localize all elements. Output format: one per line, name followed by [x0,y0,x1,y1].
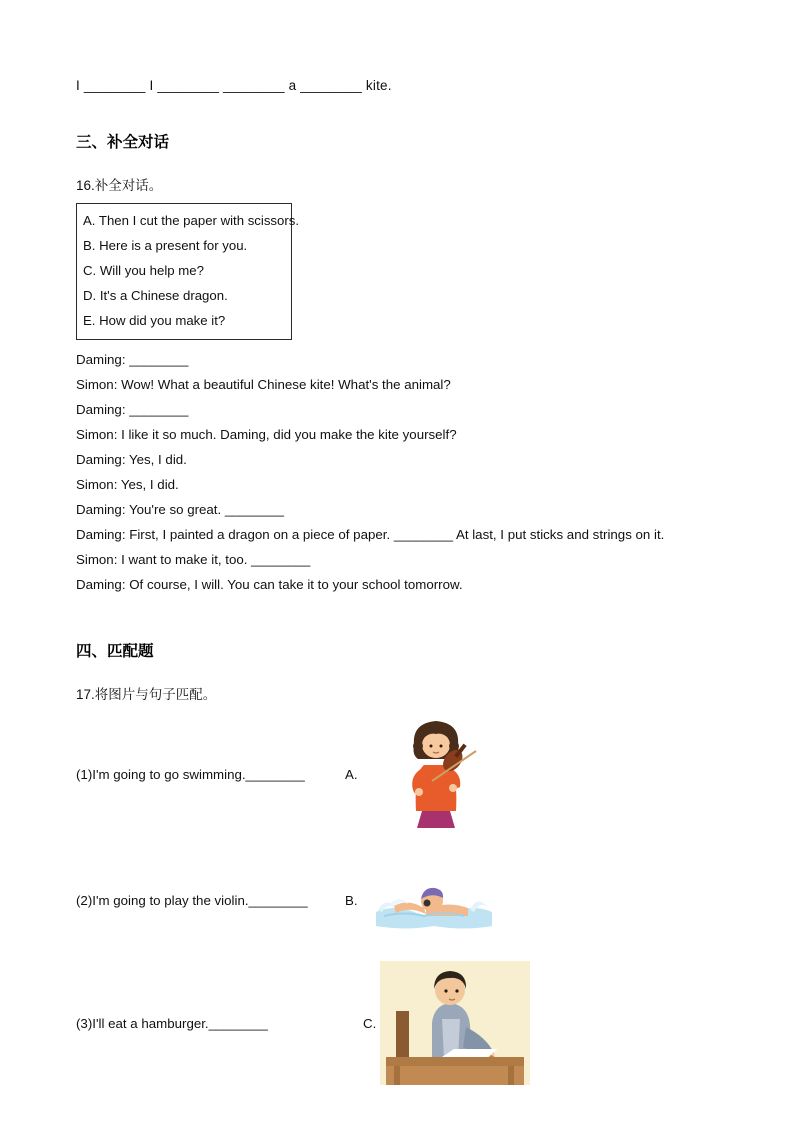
writing-boy-illustration [380,961,530,1085]
matching-exercise [76,715,743,1085]
match-row-3 [76,961,743,1085]
match-row-2 [76,869,743,931]
violin-child-illustration [390,715,482,833]
match-letter-c: C. [363,1015,377,1031]
dialogue-line: Simon: I like it so much. Daming, did you make the kite yourself? [76,427,457,442]
dialogue-line: Simon: Yes, I did. [76,477,179,492]
dialogue-line: Simon: Wow! What a beautiful Chinese kite! What's the animal? [76,377,451,392]
swimmer-illustration [374,870,494,930]
match-row-1 [76,715,743,833]
match-letter-b: B. [345,892,358,908]
question-16-text: 补全对话。 [94,178,163,193]
dialogue-line: Daming: ________ [76,402,189,417]
match-sentence-2: (2)I'm going to play the violin.________ [76,892,308,908]
section-4-title: 四、匹配题 [76,643,154,660]
dialogue-line: Simon: I want to make it, too. ________ [76,552,311,567]
question-17-number: 17. [76,687,95,702]
dialogue-line: Daming: ________ [76,352,189,367]
section-3-title: 三、补全对话 [76,134,170,151]
match-sentence-1: (1)I'm going to go swimming.________ [76,766,305,782]
option-b: B. Here is a present for you. [83,238,248,253]
violin-child-image [390,715,482,833]
question-17 [76,683,743,703]
dialogue-line: Daming: First, I painted a dragon on a piece of paper. ________ At last, I put sticks and strings on it. [76,527,665,542]
option-c: C. Will you help me? [83,263,204,278]
question-16 [76,174,743,194]
option-a: A. Then I cut the paper with scissors. [83,213,299,228]
dialogue-block [76,347,743,597]
question-17-text: 将图片与句子匹配。 [94,687,217,702]
dialogue-line: Daming: Of course, I will. You can take it to your school tomorrow. [76,577,463,592]
match-sentence-3: (3)I'll eat a hamburger.________ [76,1015,268,1031]
match-letter-a: A. [345,766,358,782]
swimmer-image [374,870,494,930]
writing-boy-image [380,961,530,1085]
dialogue-line: Daming: You're so great. ________ [76,502,285,517]
fill-in-blank-line: I ________ I ________ ________ a ________ kite. [76,78,392,93]
option-d: D. It's a Chinese dragon. [83,288,228,303]
question-16-number: 16. [76,178,95,193]
option-e: E. How did you make it? [83,313,226,328]
dialogue-line: Daming: Yes, I did. [76,452,187,467]
dialogue-options-box [76,203,299,340]
